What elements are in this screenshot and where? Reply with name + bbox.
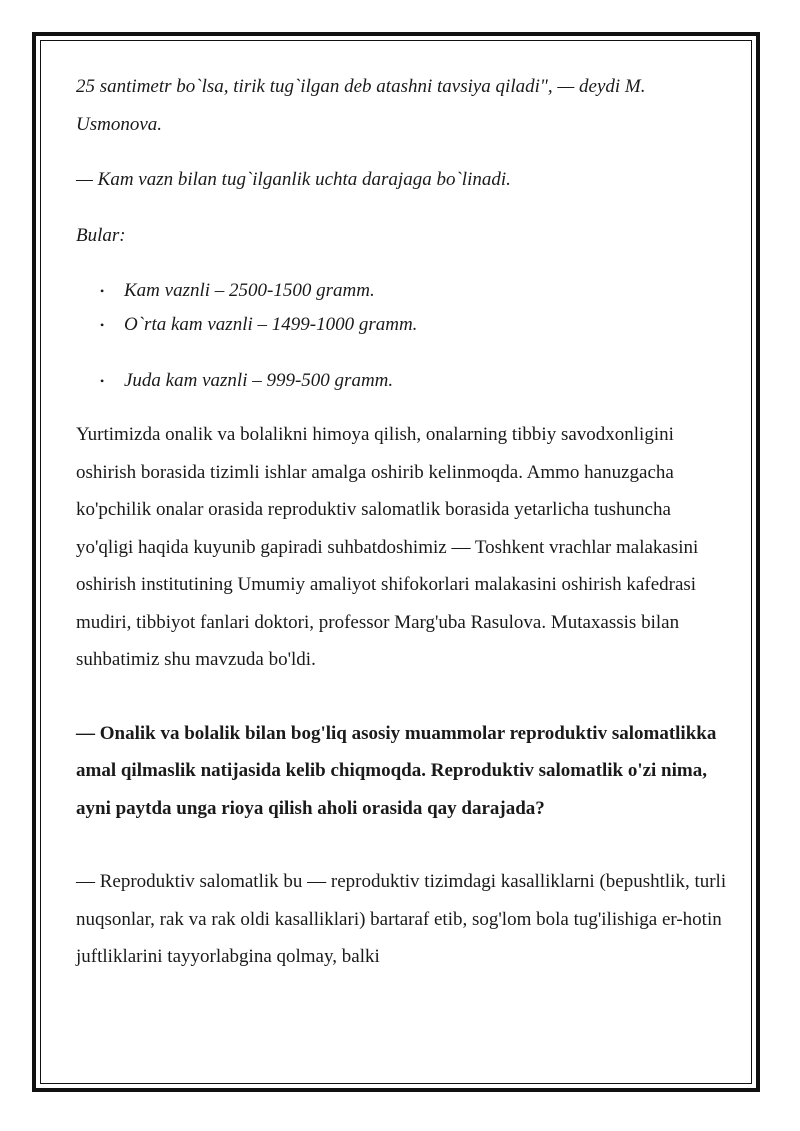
list-item-text: Kam vaznli – 2500-1500 gramm. xyxy=(124,280,375,301)
paragraph-quote-end: 25 santimetr bo`lsa, tirik tug`ilgan deb atashni tavsiya qiladi", — deydi M. Usmonova. xyxy=(76,76,646,135)
list-item xyxy=(76,308,728,342)
bullet-icon: • xyxy=(100,374,105,388)
document-body xyxy=(76,68,728,976)
interview-answer: — Reproduktiv salomatlik bu — reproduktiv tizimdagi kasalliklarni (bepushtlik, turli nuqsonlar, rak va rak oldi kasalliklari) bartaraf etib, sog'lom bola tug'ilishiga er-hotin juftliklarini tayyorlabgina qolmay, balki xyxy=(76,871,727,967)
paragraph-list-intro: Bular: xyxy=(76,224,126,246)
list-item xyxy=(76,364,728,398)
bullet-icon: • xyxy=(100,284,105,298)
list-item-text: Juda kam vaznli – 999-500 gramm. xyxy=(124,370,394,391)
list-item-text: O`rta kam vaznli – 1499-1000 gramm. xyxy=(124,314,418,335)
paragraph-intro: Yurtimizda onalik va bolalikni himoya qilish, onalarning tibbiy savodxonligini oshirish borasida tizimli ishlar amalga oshirib kelinmoqda. Ammo hanuzgacha ko'pchilik onalar orasida reproduktiv salomatlik borasida yetarlicha tushuncha yo'qligi haqida kuyunib gapiradi suhbatdoshimiz — Toshkent vrachlar malakasini oshirish institutining Umumiy amaliyot shifokorlari malakasini oshirish kafedrasi mudiri, tibbiyot fanlari doktori, professor Marg'uba Rasulova. Mutaxassis bilan suhbatimiz shu mavzuda bo'ldi. xyxy=(76,424,699,670)
list-item xyxy=(76,274,728,308)
paragraph-weight-degrees: — Kam vazn bilan tug`ilganlik uchta darajaga bo`linadi. xyxy=(76,169,511,190)
bullet-icon: • xyxy=(100,318,105,332)
interview-question: — Onalik va bolalik bilan bog'liq asosiy muammolar reproduktiv salomatlikka amal qilmaslik natijasida kelib chiqmoqda. Reproduktiv salomatlik o'zi nima, ayni paytda unga rioya qilish aholi orasida qay darajada? xyxy=(76,722,717,819)
weight-category-list xyxy=(76,274,728,398)
